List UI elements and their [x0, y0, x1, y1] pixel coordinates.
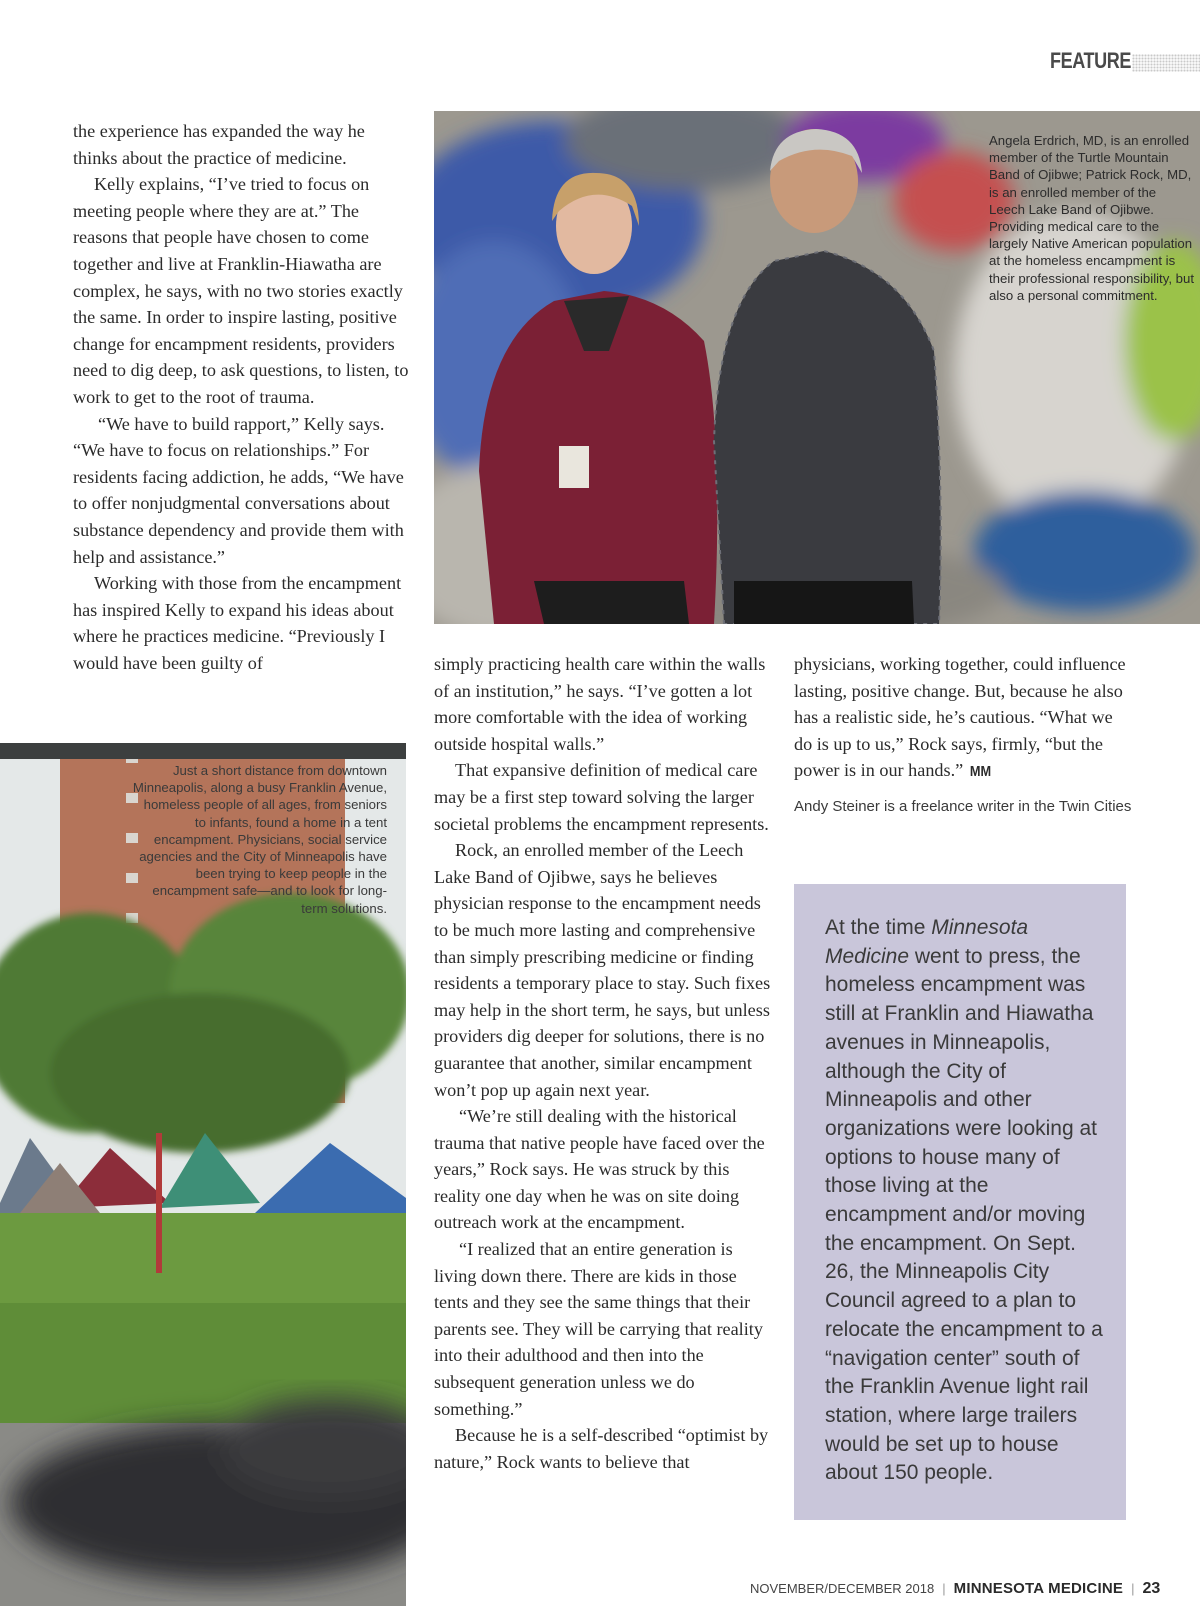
- issue-date: NOVEMBER/DECEMBER 2018: [750, 1581, 935, 1596]
- article-column-2: [434, 651, 774, 1475]
- col2-paragraph-4: “We’re still dealing with the historical trauma that native people have faced over the years,” Rock says. He was struck by this reality one day when he was on site doing outreach work at the encampment.: [434, 1106, 765, 1233]
- col1-paragraph-1: the experience has expanded the way he thinks about the practice of medicine.: [73, 121, 365, 168]
- sidebar-text-rest: went to press, the homeless encampment was still at Franklin and Hiawatha avenues in Minneapolis, although the City of Minneapolis and other organizations were looking at options to house many of those living at the encampment and/or moving the encampment. On Sept. 26, the Minneapolis City Council agreed to a plan to relocate the encampment to a “navigation center” south of the Franklin Avenue light rail station, where large trailers would be set up to house about 150 people.: [825, 944, 1103, 1485]
- sidebar-text-start: At the time: [825, 916, 932, 939]
- publication-name: MINNESOTA MEDICINE: [953, 1580, 1124, 1597]
- sidebar-text: [825, 914, 1107, 1488]
- author-bio: Andy Steiner is a freelance writer in the Twin Cities: [794, 797, 1132, 815]
- page-footer: [750, 1580, 1160, 1598]
- footer-separator: |: [942, 1581, 946, 1596]
- col2-paragraph-2: That expansive definition of medical care may be a first step toward solving the larger societal problems the encampment represents.: [434, 760, 769, 834]
- sidebar-publication-name: Minnesota Medicine: [825, 916, 1029, 968]
- col2-paragraph-1: simply practicing health care within the walls of an institution,” he says. “I’ve gotten a lot more comfortable with the idea of working outside hospital walls.”: [434, 654, 766, 754]
- col1-paragraph-2: Kelly explains, “I’ve tried to focus on meeting people where they are at.” The reasons that people have chosen to come together and live at Franklin-Hiawatha are complex, he says, with no two stories exactly the same. In order to inspire lasting, positive change for encampment residents, providers need to dig deep, to ask questions, to listen, to work to get to the root of trauma.: [73, 174, 409, 407]
- article-column-1: [73, 118, 409, 676]
- col2-paragraph-6: Because he is a self-described “optimist by nature,” Rock wants to believe that: [434, 1425, 769, 1472]
- col2-paragraph-5: “I realized that an entire generation is living down there. There are kids in those tents and they see the same things that their parents see. They will be carrying that reality into their adulthood and then into the subsequent generation unless we do something.”: [434, 1239, 763, 1419]
- page-number: 23: [1142, 1580, 1161, 1597]
- article-column-3: [794, 651, 1134, 816]
- col2-paragraph-3: Rock, an enrolled member of the Leech Lake Band of Ojibwe, says he believes physician response to the encampment needs to be much more lasting and comprehensive than simply prescribing medicine or finding residents a temporary place to stay. Such fixes may help in the short term, he says, but unless providers dig deeper for solutions, there is no guarantee that another, similar encampment won’t pop up again next year.: [434, 840, 771, 1100]
- header-dot-pattern: [1132, 54, 1200, 72]
- footer-separator: |: [1131, 1581, 1135, 1596]
- col3-paragraph-1: [794, 651, 1134, 786]
- section-label: FEATURE: [1050, 48, 1131, 73]
- photo-caption-physicians: Angela Erdrich, MD, is an enrolled member of the Turtle Mountain Band of Ojibwe; Patrick Rock, MD, is an enrolled member of the Leech Lake Band of Ojibwe. Providing medical care to the largely Native American population at the homeless encampment is their professional responsibility, but also a personal commitment.: [989, 133, 1194, 303]
- sidebar-update-box: [794, 884, 1126, 1520]
- col1-paragraph-4: Working with those from the encampment has inspired Kelly to expand his ideas about where he practices medicine. “Previously I would have been guilty of: [73, 573, 402, 673]
- photo-caption-encampment: Just a short distance from downtown Minneapolis, along a busy Franklin Avenue, homeless people of all ages, from seniors to infants, found a home in a tent encampment. Physicians, social service agencies and the City of Minneapolis have been trying to keep people in the encampment safe—and to look for long-term solutions.: [132, 763, 387, 916]
- end-mark: MM: [969, 763, 991, 781]
- col3-paragraph-1-text: physicians, working together, could influence lasting, positive change. But, because he also has a realistic side, he’s cautious. “What we do is up to us,” Rock says, firmly, “but the power is in our hands.”: [794, 654, 1126, 781]
- col1-paragraph-3: “We have to build rapport,” Kelly says. “We have to focus on relationships.” For residents facing addiction, he adds, “We have to offer nonjudgmental conversations about substance dependency and provide them with help and assistance.”: [73, 413, 404, 567]
